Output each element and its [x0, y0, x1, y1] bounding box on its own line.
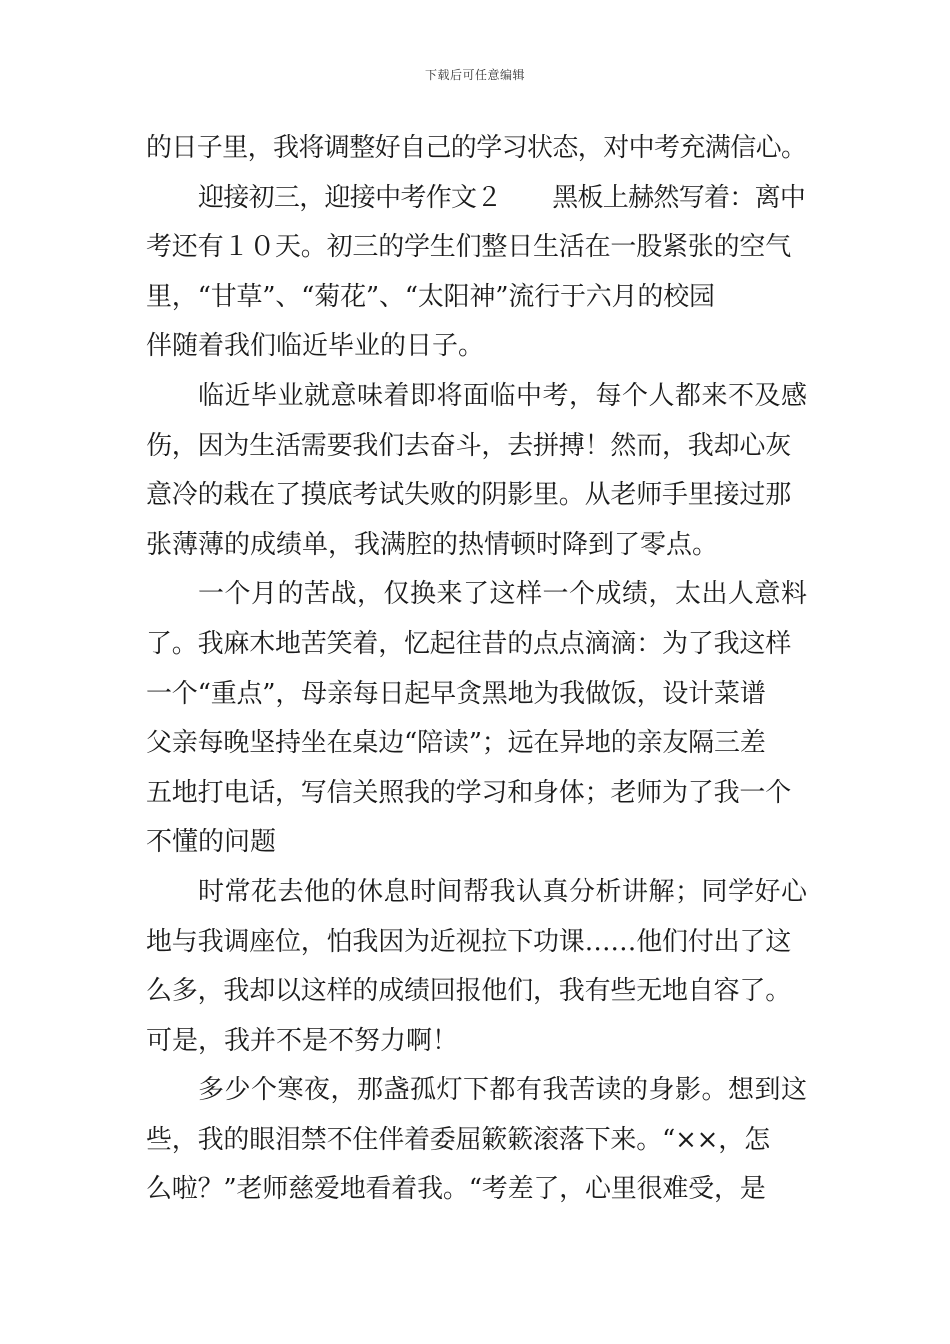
text-line: 地与我调座位，怕我因为近视拉下功课……他们付出了这	[146, 926, 792, 957]
text-line: 时常花去他的休息时间帮我认真分析讲解；同学好心	[198, 876, 808, 907]
text-line: 意冷的栽在了摸底考试失败的阴影里。从老师手里接过那	[146, 480, 792, 511]
text-line: 五地打电话，写信关照我的学习和身体；老师为了我一个	[146, 777, 792, 808]
text-line: 伴随着我们临近毕业的日子。	[146, 331, 485, 362]
text-line: 一个“重点”，母亲每日起早贪黑地为我做饭，设计菜谱	[146, 678, 766, 709]
text-line: 父亲每晚坚持坐在桌边“陪读”；远在异地的亲友隔三差	[146, 728, 766, 759]
page-header: 下载后可任意编辑	[424, 68, 525, 82]
text-line: 不懂的问题	[146, 827, 277, 858]
text-line: 么啦？”老师慈爱地看着我。“考差了，心里很难受，是	[146, 1174, 766, 1205]
text-line: 里，“甘草”、“菊花”、“太阳神”流行于六月的校园	[146, 281, 715, 312]
text-line: 临近毕业就意味着即将面临中考，每个人都来不及感	[198, 380, 808, 411]
text-line: 可是，我并不是不努力啊！	[146, 1025, 459, 1056]
text-line: 的日子里，我将调整好自己的学习状态，对中考充满信心。	[146, 133, 807, 163]
text-line: 一个月的苦战，仅换来了这样一个成绩，太出人意料	[198, 579, 808, 610]
text-line: 么多，我却以这样的成绩回报他们，我有些无地自容了。	[146, 976, 792, 1007]
text-line: 了。我麻木地苦笑着，忆起往昔的点点滴滴：为了我这样	[146, 628, 792, 659]
text-line: 伤，因为生活需要我们去奋斗，去拼搏！然而，我却心灰	[146, 430, 792, 461]
text-line: 些，我的眼泪禁不住伴着委屈簌簌滚落下来。“××，怎	[146, 1124, 770, 1155]
text-line: 考还有１０天。初三的学生们整日生活在一股紧张的空气	[146, 232, 792, 263]
text-line: 张薄薄的成绩单，我满腔的热情顿时降到了零点。	[146, 529, 719, 560]
text-line: 多少个寒夜，那盏孤灯下都有我苦读的身影。想到这	[198, 1075, 808, 1106]
text-line: 迎接初三，迎接中考作文２ 黑板上赫然写着：离中	[198, 182, 806, 213]
document-body	[146, 124, 808, 1215]
